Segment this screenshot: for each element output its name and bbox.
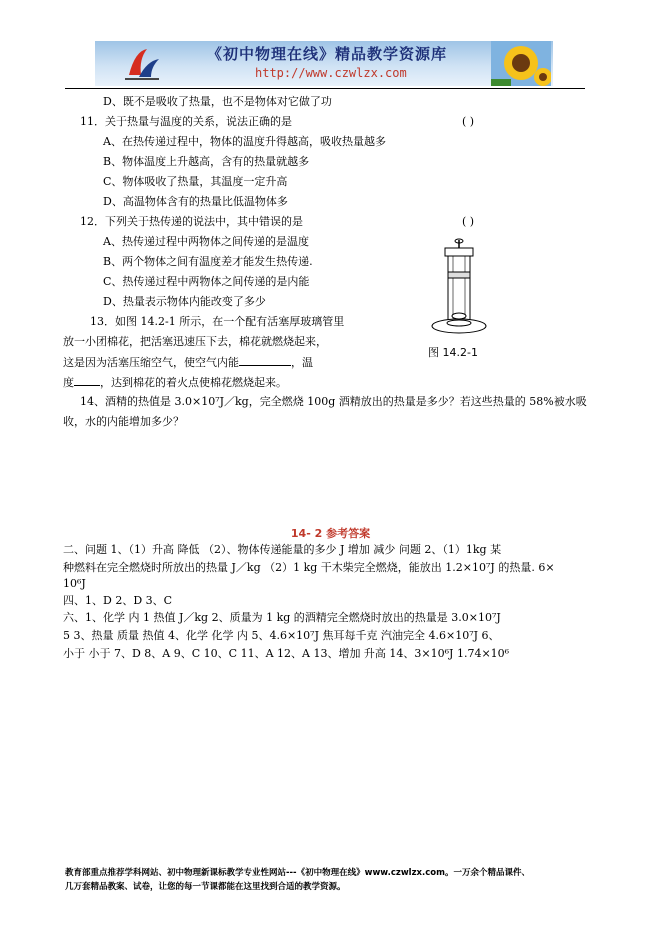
q13-line2: 放一小团棉花，把活塞迅速压下去，棉花就燃烧起来，	[63, 335, 327, 348]
header-rule	[65, 88, 585, 89]
q13-line4	[63, 375, 287, 390]
q11-option-d: D、高温物体含有的热量比低温物体多	[103, 195, 288, 208]
answers-line: 小于 小于 7、D 8、A 9、C 10、C 11、A 12、A 13、增加 升高 14、3×10⁶J 1.74×10⁶	[63, 647, 510, 660]
q10-option-d: D、既不是吸收了热量，也不是物体对它做了功	[103, 95, 332, 108]
q13-line3-text: 这是因为活塞压缩空气，使空气内能	[63, 356, 239, 369]
q13-blank-1[interactable]	[239, 355, 291, 366]
q11-option-c: C、物体吸收了热量，其温度一定升高	[103, 175, 288, 188]
footer-line1: 教育部重点推荐学科网站、初中物理新课标教学专业性网站---《初中物理在线》www.czwlzx.com。一万余个精品课件、	[65, 868, 530, 878]
q12-option-a: A、热传递过程中两物体之间传递的是温度	[103, 235, 309, 248]
sunflower-icon	[491, 41, 551, 86]
footer-line2: 几万套精品教案、试卷，让您的每一节课都能在这里找到合适的教学资源。	[65, 882, 346, 892]
answers-line: 六、1、化学 内 1 热值 J／kg 2、质量为 1 kg 的酒精完全燃烧时放出的热量是 3.0×10⁷J	[63, 611, 501, 624]
q11-option-b: B、物体温度上升越高，含有的热量就越多	[103, 155, 310, 168]
answers-title: 14- 2 参考答案	[290, 527, 371, 540]
logo-icon	[121, 45, 163, 83]
piston-tube-figure	[430, 238, 488, 338]
header-url[interactable]: http://www.czwlzx.com	[255, 66, 407, 80]
q12-answer-paren: ( )	[462, 215, 475, 228]
q13-line3-end: ，温	[291, 356, 313, 369]
header-banner	[95, 41, 553, 86]
q13-line4-start: 度	[63, 376, 74, 389]
q12-stem: 12．下列关于热传递的说法中，其中错误的是	[80, 215, 303, 228]
q12-option-c: C、热传递过程中两物体之间传递的是内能	[103, 275, 310, 288]
q13-line3	[63, 355, 313, 370]
q13-blank-2[interactable]	[74, 375, 100, 386]
q14-line2: 收，水的内能增加多少？	[63, 415, 184, 428]
q12-option-d: D、热量表示物体内能改变了多少	[103, 295, 266, 308]
figure-caption: 图 14.2-1	[428, 346, 478, 359]
q14-line1: 14、酒精的热值是 3.0×10⁷J／kg，完全燃烧 100g 酒精放出的热量是多少？若这些热量的 58%被水吸	[80, 395, 587, 408]
q11-answer-paren: ( )	[462, 115, 475, 128]
answers-line: 四、1、D 2、D 3、C	[63, 594, 173, 607]
q12-option-b: B、两个物体之间有温度差才能发生热传递.	[103, 255, 313, 268]
answers-line: 二、问题 1、（1）升高 降低 （2）、物体传递能量的多少 J 增加 减少 问题 2、（1）1kg 某	[63, 543, 502, 556]
q13-line4-text: ，达到棉花的着火点使棉花燃烧起来。	[100, 376, 287, 389]
q13-line1: 13．如图 14.2-1 所示，在一个配有活塞厚玻璃管里	[90, 315, 345, 328]
q11-option-a: A、在热传递过程中，物体的温度升得越高，吸收热量越多	[103, 135, 386, 148]
header-title: 《初中物理在线》精品教学资源库	[207, 45, 448, 63]
answers-line: 5 3、热量 质量 热值 4、化学 化学 内 5、4.6×10⁷J 焦耳每千克 汽油完全 4.6×10⁷J 6、	[63, 629, 500, 642]
q11-stem: 11．关于热量与温度的关系，说法正确的是	[80, 115, 292, 128]
answers-line: 种燃料在完全燃烧时所放出的热量 J／kg （2）1 kg 干木柴完全燃烧，能放出 1.2×10⁷J 的热量. 6×	[63, 561, 555, 574]
answers-line: 10⁶J	[63, 577, 86, 590]
